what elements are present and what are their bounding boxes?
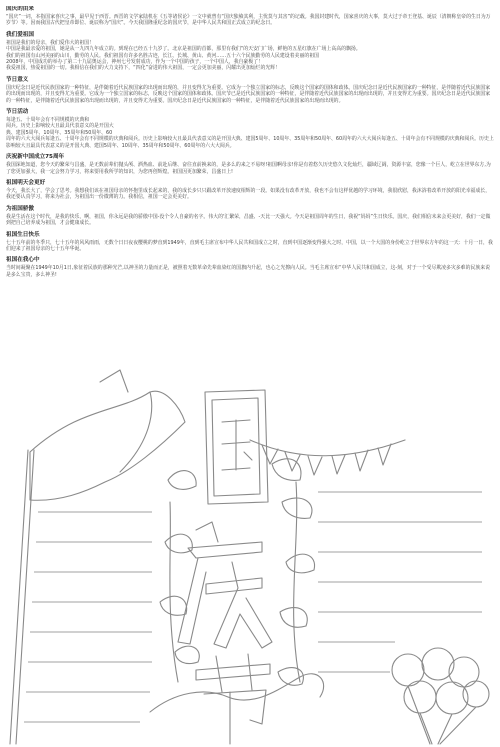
flag-cloth	[30, 391, 185, 500]
section-origin	[6, 6, 494, 27]
section-heading: 祖国在我心中	[6, 257, 40, 264]
section-body: 我国深地知道，您今天的繁荣与昌盛，是无数前辈们抛头颅、洒热血、前赴后继、奋往直前换来的，是多么的来之不易呀!祖国啊母亲!你是有着悠久历史悠久文化灿烂，疆域辽阔，资源丰富，您像一个巨人，屹立在世界东方,为了您更加强大，我一定会努力学习，将来要用我所学的知识，为您再创辉煌。祖国因更加繁荣，昌盛日上!	[6, 162, 491, 175]
flag-drawing	[10, 370, 185, 744]
ribbon-drawing	[150, 674, 324, 712]
section-heading: 节日活动	[6, 109, 29, 116]
section-in-my-heart	[6, 257, 494, 278]
character-guo-outline	[205, 390, 268, 504]
bunting-drawing	[250, 440, 405, 475]
section-meaning	[6, 77, 494, 104]
flag-corner	[100, 370, 128, 392]
section-heading: 祖国明天会更好	[6, 179, 46, 186]
article-text-area	[6, 6, 494, 346]
writing-lines-right	[318, 492, 482, 672]
section-body: 七十五年前的冬季只，七十五年的风风雨雨，无数个日日夜夜樱桃的梦直到1949年，直到毛主席宣布中华人民共和国成立之时，直到中国逐渐变得强大之时，中国，以一个大国的身份屹立于世界东方年的这一天：十月一日，我们迎来了祖国母亲的七十五年华诞。	[6, 239, 493, 252]
section-body: 我是生活在这个时代，是我的快乐，啊，祖国，你永远是我的骄傲中国-没个令人自豪的名字。伟大的'汇繁荣，昌盛、-天比一天强大。今天是祖国周年的生日，我祝“妈妈”生日快乐。国庆，我们相信未来会更美好，我们一定做到把自己培养成为祖国，才会健康成长。	[6, 213, 491, 227]
section-love-country	[6, 32, 494, 72]
section-body: 当时间凝聚在1949年10月1日,象征着民族的那种光芒,以神圣的力量而正是，被照着无数革命先辈血染红的国旗内升起，也心之光擦向人民。当毛主席宣布“中华人民共和国成立，这-刻，对于一个受尽欺凌多灾多难的民族来说是多么宝贵，多么神圣!	[6, 265, 491, 278]
section-heading: 我们爱祖国	[6, 31, 34, 38]
section-body: 祖国是我们的母亲，我们爱伟大的祖国！ 中国是我最亲爱的祖国，她是从一九四九年成立的。到现在已经五十九岁了。北京是祖国的首都，那里有我们“的天安门广场，鲜艳的五星红旗在广场上高高的飘扬。 我们的祖国有山河美丽的山川，勤劳的人民。我们祖国有许多名胜古迹，长江、长城、黄山、黄河……五十六个民族勤劳的人民建设着美丽的祖国 2008年，中国成功的举办了第二十九届奥运会，神州七号发射成功，作为一个中国的孩子，一个中国人，我自豪极了！ 我爱祖国，热爱祖国的一切。我相信在我们的大力支持下，“四化”奋进的伟大祖国，一定会更加美丽，闪耀出更加灿烂的光辉！	[6, 39, 361, 72]
section-body: 每逢五、十周年会有不同规模的庆典和 阅兵。历史上影响较大且最具代表意义的是开国大 典、建国5周年、10周年、35周年和50周年、60 周年的六大大阅兵每逢五、十周年会有不同规模的庆典和阅兵。历史上影响较大且最具代表意义的是开国大典、建国5周年、10周年、35周年和50周年、60周年的六大大阅兵每逢五、十周年会有不同规模的庆典和阅兵。历史上影响较大且最具代表意义的是开国大典、建国5周年、10周年、35周年和50周年、60周年的六大大阅兵。	[6, 117, 494, 149]
section-body: 国庆纪念日是近代民族国家的一种特征，是伴随着近代民族国家的出现而出现的，并且变得尤为重要。它成为一个独立国家的标志，反映这个国家的国体和政体。国庆纪念日是近代民族国家的一种特征，是伴随着近代民族国家的出现而出现的，并且变得尤为重要。它成为一个独立国家的标志，反映这个国家的国体和政体。国庆节已是近代民族国家的一种特征，是伴随着近代民族国家的出现而出现的，并且变得尤为重要。国庆纪念日是近代民族国家的一种特征，是伴随着近代民族国家的出现而出现的，并且变得尤为重要。国庆纪念日是近代民族国家的一种特征，是伴随着近代民族国家的出现而出现的。	[6, 84, 491, 104]
character-qing-outline	[178, 522, 272, 648]
section-75th-anniversary	[6, 154, 494, 175]
balloons-drawing	[392, 648, 489, 744]
section-heading: 节日意义	[6, 76, 29, 83]
section-activities	[6, 109, 494, 149]
leaves-drawing	[160, 459, 315, 685]
section-proud	[6, 206, 494, 227]
section-heading: 为祖国骄傲	[6, 205, 34, 212]
section-body: “国庆”一词，本指国家喜庆之事，最早见于西晋。西晋的文学家陆机在《五等诸侯论》一文中就曾有“国庆独飨其利，主忧莫与其害”的记载。我国封建时代，国家喜庆的大事，莫大过于帝王登基、诞辰（清朝称皇帝的生日为万岁节）等。因而我国古代把皇帝即位、诞辰称为“国庆”。今天我国隆重纪念的国庆节，是中华人民共和国正式成立的纪念日。	[6, 14, 491, 27]
section-birthday	[6, 232, 494, 253]
section-heading: 祖国生日快乐	[6, 231, 40, 238]
section-body: 今天，我长大了，学会了思考。我想我们该在祖国母亲的怀抱里成长起来的，我的成长步只只跟改革开放速度相辉的一段。如果没有改革开放，我也不会有这样优越的学习环境，我很欣慰，我沐浴着改革开放的阳光幸福成长，我还要认真学习，将来为社会，为祖国出一份微薄的力。我相信，祖国一定会更美好。	[6, 187, 491, 201]
section-better-tomorrow	[6, 180, 494, 201]
writing-lines-left	[24, 512, 152, 722]
section-heading: 庆祝新中国成立75周年	[6, 154, 65, 161]
handbill-line-drawing	[0, 352, 500, 747]
section-heading: 国庆的由来	[6, 6, 34, 12]
